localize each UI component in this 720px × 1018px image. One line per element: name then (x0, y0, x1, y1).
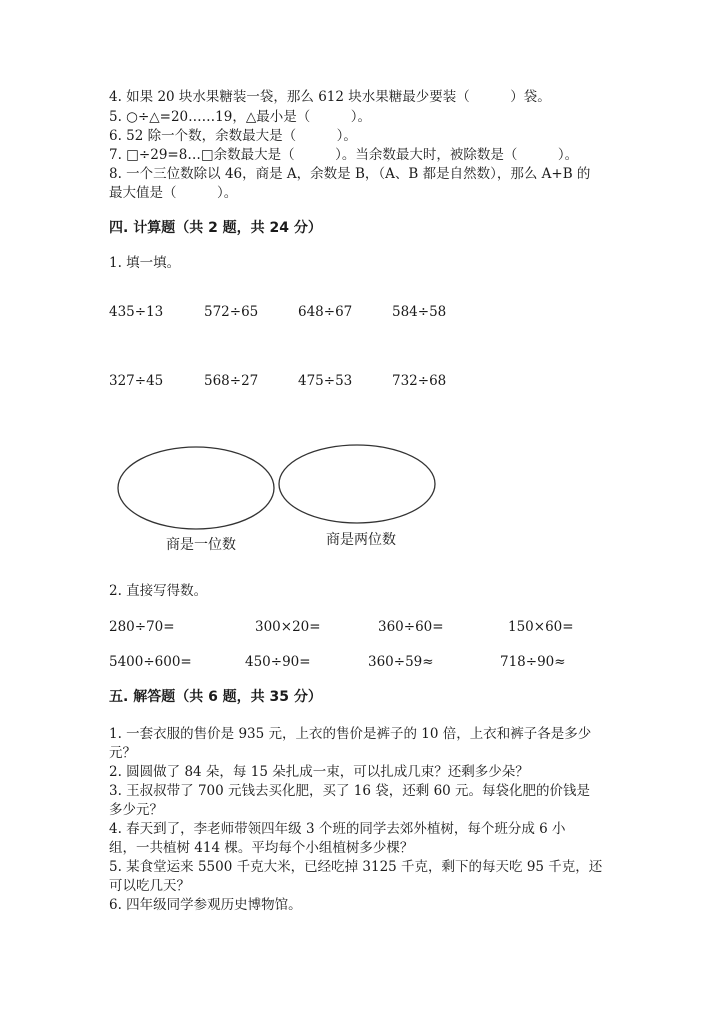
fill-in-question-6: 6. 52 除一个数，余数最大是（ ）。 (109, 128, 357, 144)
direct-calculation: 450÷90= (245, 654, 311, 670)
division-expression: 572÷65 (204, 304, 259, 320)
word-problem-6: 6. 四年级同学参观历史博物馆。 (109, 897, 302, 913)
single-digit-quotient-label: 商是一位数 (166, 537, 236, 553)
word-problem-5-continued: 可以吃几天？ (109, 878, 190, 894)
word-problem-5: 5. 某食堂运来 5500 千克大米，已经吃掉 3125 千克，剩下的每天吃 95 千克，还 (109, 859, 603, 875)
section-4-question-2-title: 2. 直接写得数。 (109, 583, 208, 599)
word-problem-3: 3. 王叔叔带了 700 元钱去买化肥，买了 16 袋，还剩 60 元。每袋化肥的价钱是 (109, 783, 591, 799)
section-4-question-1-title: 1. 填一填。 (109, 255, 181, 271)
division-expression: 568÷27 (204, 373, 259, 389)
direct-calculation: 280÷70= (109, 619, 175, 635)
fill-in-question-7: 7. □÷29=8…□余数最大是（ ）。当余数最大时，被除数是（ ）。 (109, 147, 579, 163)
single-digit-quotient-oval (118, 447, 274, 529)
division-expression: 732÷68 (392, 373, 447, 389)
direct-calculation: 360÷59≈ (368, 654, 434, 670)
word-problem-4-continued: 组，一共植树 414 棵。平均每个小组植树多少棵？ (109, 840, 414, 856)
section-5-heading: 五. 解答题（共 6 题，共 35 分） (109, 689, 322, 705)
division-expression: 584÷58 (392, 304, 447, 320)
word-problem-4: 4. 春天到了，李老师带领四年级 3 个班的同学去郊外植树，每个班分成 6 小 (109, 821, 566, 837)
fill-in-question-4: 4. 如果 20 块水果糖装一袋，那么 612 块水果糖最少要装（ ）袋。 (109, 89, 551, 105)
word-problem-1-continued: 元？ (109, 745, 136, 761)
direct-calculation: 360÷60= (378, 619, 444, 635)
direct-calculation: 300×20= (255, 619, 321, 635)
word-problem-3-continued: 多少元？ (109, 802, 163, 818)
section-4-heading: 四. 计算题（共 2 题，共 24 分） (109, 220, 322, 236)
two-digit-quotient-oval (279, 445, 435, 523)
word-problem-1: 1. 一套衣服的售价是 935 元，上衣的售价是裤子的 10 倍，上衣和裤子各是多少 (109, 726, 592, 742)
direct-calculation: 150×60= (508, 619, 574, 635)
fill-in-question-8-continued: 最大值是（ ）。 (109, 185, 238, 201)
division-expression: 475÷53 (298, 373, 353, 389)
two-digit-quotient-label: 商是两位数 (326, 532, 396, 548)
fill-in-question-8: 8. 一个三位数除以 46，商是 A，余数是 B，（A、B 都是自然数），那么 A+B 的 (109, 166, 591, 182)
word-problem-2: 2. 圆圆做了 84 朵，每 15 朵扎成一束，可以扎成几束？还剩多少朵？ (109, 764, 529, 780)
fill-in-question-5: 5. ○÷△=20……19，△最小是（ ）。 (109, 109, 371, 125)
direct-calculation: 5400÷600= (109, 654, 192, 670)
division-expression: 435÷13 (109, 304, 164, 320)
division-expression: 327÷45 (109, 373, 164, 389)
direct-calculation: 718÷90≈ (500, 654, 566, 670)
division-expression: 648÷67 (298, 304, 353, 320)
